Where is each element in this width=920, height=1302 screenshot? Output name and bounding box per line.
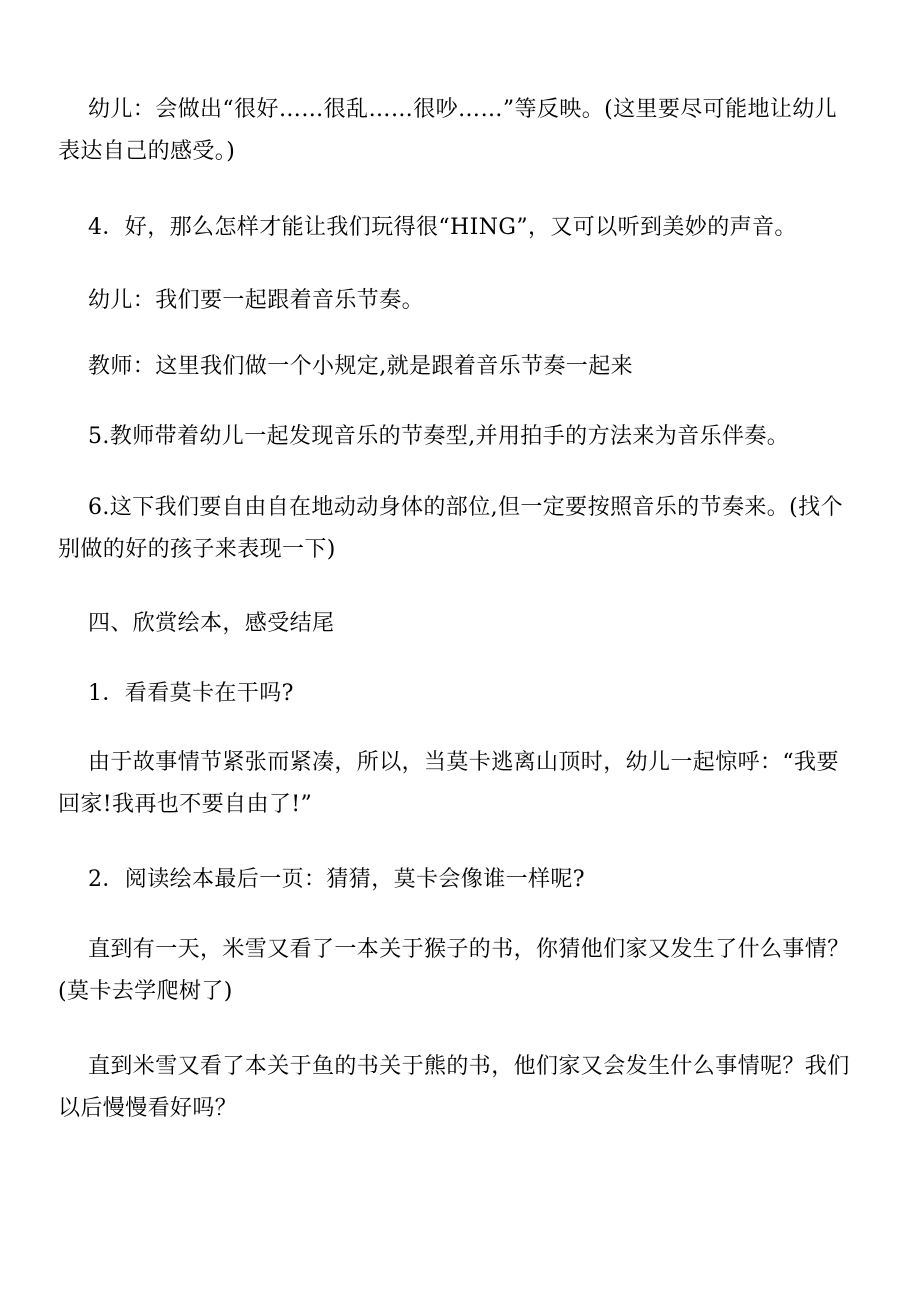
text-line: 直到米雪又看了本关于鱼的书关于熊的书，他们家又会发生什么事情呢？我们 <box>88 1054 850 1079</box>
text-line: (莫卡去学爬树了) <box>58 979 233 1004</box>
paragraph-fish-bear-book <box>58 1046 888 1130</box>
text-line: 回家!我再也不要自由了!” <box>58 792 313 817</box>
text-line: 幼儿：我们要一起跟着音乐节奏。 <box>88 288 425 313</box>
text-line: 教师：这里我们做一个小规定,就是跟着音乐节奏一起来 <box>88 354 633 379</box>
paragraph-monkey-book <box>58 929 888 1013</box>
text-line: 表达自己的感受。) <box>58 139 236 164</box>
text-line: 别做的好的孩子来表现一下) <box>58 537 336 562</box>
paragraph-step-4 <box>58 207 888 249</box>
section-heading-four <box>58 603 888 645</box>
paragraph-step-5 <box>58 416 888 458</box>
text-line: 以后慢慢看好吗？ <box>58 1096 238 1121</box>
paragraph-teacher-rule <box>58 346 888 388</box>
paragraph-step-2 <box>58 859 888 901</box>
text-line: 四、欣赏绘本，感受结尾 <box>88 611 335 636</box>
text-line: 4．好，那么怎样才能让我们玩得很“HING”，又可以听到美妙的声音。 <box>88 215 797 240</box>
paragraph-step-6 <box>58 487 888 571</box>
paragraph-story-tension <box>58 742 888 826</box>
text-line: 2．阅读绘本最后一页：猜猜，莫卡会像谁一样呢? <box>88 867 585 892</box>
paragraph-child-answer <box>58 280 888 322</box>
text-line: 5.教师带着幼儿一起发现音乐的节奏型,并用拍手的方法来为音乐伴奏。 <box>88 424 790 449</box>
text-line: 1．看看莫卡在干吗? <box>88 681 294 706</box>
paragraph-child-reaction <box>58 89 888 173</box>
text-line: 由于故事情节紧张而紧凑，所以，当莫卡逃离山顶时，幼儿一起惊呼：“我要 <box>88 750 839 775</box>
paragraph-step-1 <box>58 673 888 715</box>
text-line: 直到有一天，米雪又看了一本关于猴子的书，你猜他们家又发生了什么事情？ <box>88 937 850 962</box>
text-line: 幼儿：会做出“很好……很乱……很吵……”等反映。(这里要尽可能地让幼儿 <box>88 97 838 122</box>
text-line: 6.这下我们要自由自在地动动身体的部位,但一定要按照音乐的节奏来。(找个 <box>88 495 843 520</box>
